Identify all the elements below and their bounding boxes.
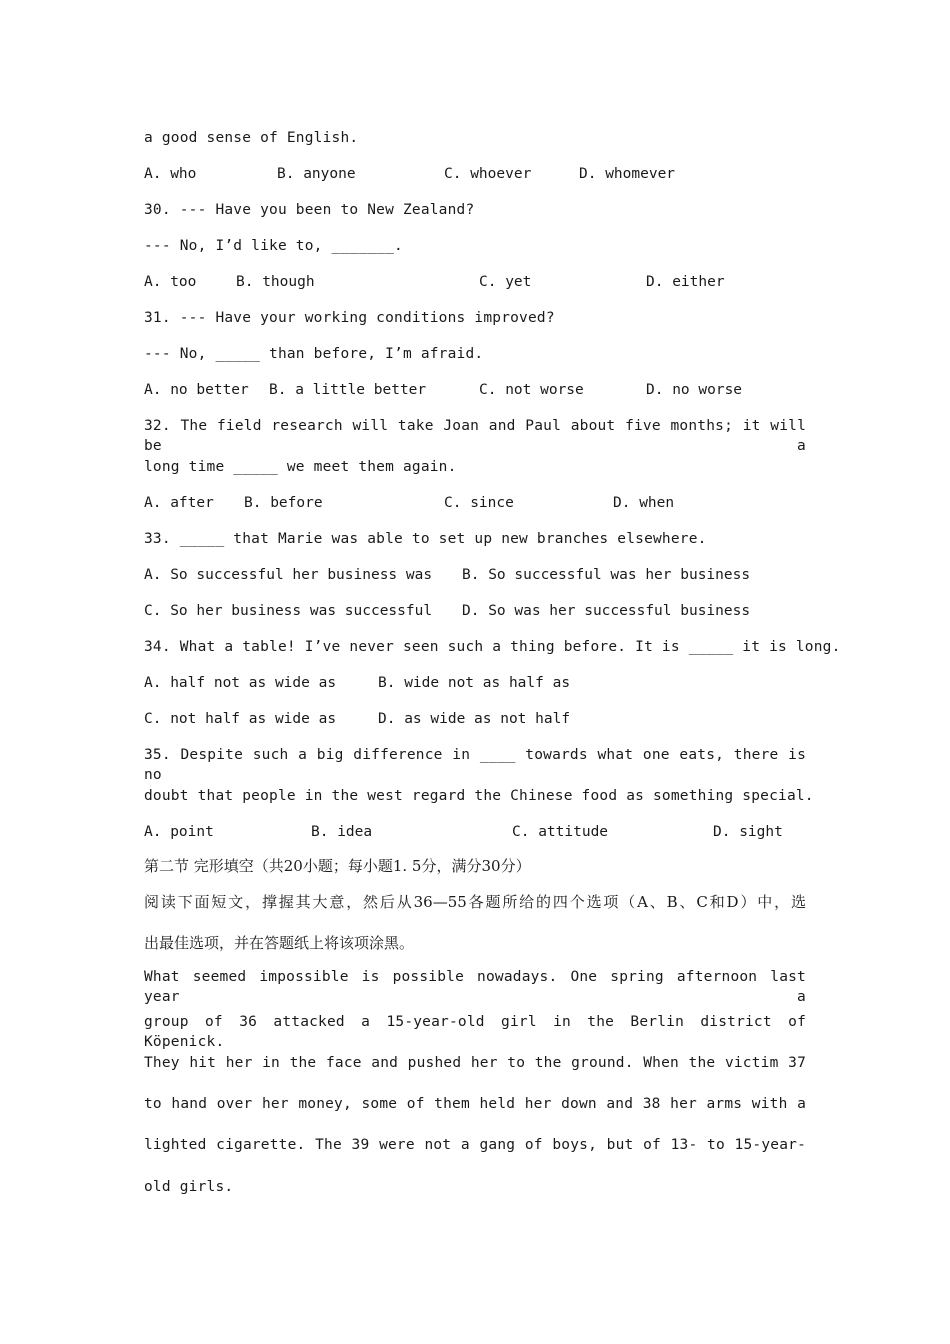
q35-option-d: D. sight — [713, 824, 783, 840]
q29-option-b: B. anyone — [277, 166, 356, 182]
q32-option-a: A. after — [144, 495, 214, 511]
section2-heading: 第二节 完形填空（共20小题；每小题1. 5分，满分30分） — [144, 857, 531, 875]
passage-line6: old girls. — [144, 1179, 234, 1195]
q34-option-c: C. not half as wide as — [144, 711, 337, 727]
q32-stem-line2: long time _____ we meet them again. — [144, 459, 457, 475]
q33-option-b: B. So successful was her business — [462, 567, 751, 583]
q35-option-c: C. attitude — [512, 824, 609, 840]
passage-line2: group of 36 attacked a 15-year-old girl in the Berlin district of Köpenick. — [144, 1014, 806, 1050]
q29-stem-tail: a good sense of English. — [144, 130, 359, 146]
q32-option-c: C. since — [444, 495, 514, 511]
q29-option-d: D. whomever — [579, 166, 676, 182]
q34-stem: 34. What a table! I’ve never seen such a thing before. It is _____ it is long. — [144, 639, 841, 655]
q31-option-c: C. not worse — [479, 382, 584, 398]
q31-option-d: D. no worse — [646, 382, 743, 398]
q33-option-c: C. So her business was successful — [144, 603, 433, 619]
q31-reply: --- No, _____ than before, I’m afraid. — [144, 346, 484, 362]
exam-page — [144, 0, 841, 1344]
q33-stem: 33. _____ that Marie was able to set up new branches elsewhere. — [144, 531, 707, 547]
q30-stem: 30. --- Have you been to New Zealand? — [144, 202, 475, 218]
q30-option-a: A. too — [144, 274, 197, 290]
q35-option-b: B. idea — [311, 824, 373, 840]
q30-option-b: B. though — [236, 274, 315, 290]
q31-option-a: A. no better — [144, 382, 249, 398]
q29-option-a: A. who — [144, 166, 197, 182]
q32-option-b: B. before — [244, 495, 323, 511]
section2-instruction-line2: 出最佳选项，并在答题纸上将该项涂黑。 — [144, 934, 415, 952]
q32-option-d: D. when — [613, 495, 675, 511]
q31-stem: 31. --- Have your working conditions improved? — [144, 310, 555, 326]
q30-option-c: C. yet — [479, 274, 532, 290]
q32-stem-line1: 32. The field research will take Joan and Paul about five months; it will be a — [144, 418, 806, 454]
q33-option-d: D. So was her successful business — [462, 603, 751, 619]
q30-option-d: D. either — [646, 274, 725, 290]
q35-stem-line1: 35. Despite such a big difference in ____ towards what one eats, there is no — [144, 747, 806, 783]
q30-reply: --- No, I’d like to, _______. — [144, 238, 403, 254]
q34-option-a: A. half not as wide as — [144, 675, 337, 691]
q31-option-b: B. a little better — [269, 382, 427, 398]
passage-line3: They hit her in the face and pushed her to the ground. When the victim 37 — [144, 1055, 806, 1071]
q34-option-b: B. wide not as half as — [378, 675, 571, 691]
q34-option-d: D. as wide as not half — [378, 711, 571, 727]
q33-option-a: A. So successful her business was — [144, 567, 433, 583]
section2-instruction-line1: 阅读下面短文，撑握其大意，然后从36—55各题所给的四个选项（A、B、C和D）中，选 — [144, 893, 806, 911]
q29-option-c: C. whoever — [444, 166, 532, 182]
passage-line5: lighted cigarette. The 39 were not a gang of boys, but of 13- to 15-year- — [144, 1137, 806, 1153]
q35-stem-line2: doubt that people in the west regard the Chinese food as something special. — [144, 788, 814, 804]
passage-line4: to hand over her money, some of them held her down and 38 her arms with a — [144, 1096, 806, 1112]
passage-line1: What seemed impossible is possible nowadays. One spring afternoon last year a — [144, 969, 806, 1005]
q35-option-a: A. point — [144, 824, 214, 840]
